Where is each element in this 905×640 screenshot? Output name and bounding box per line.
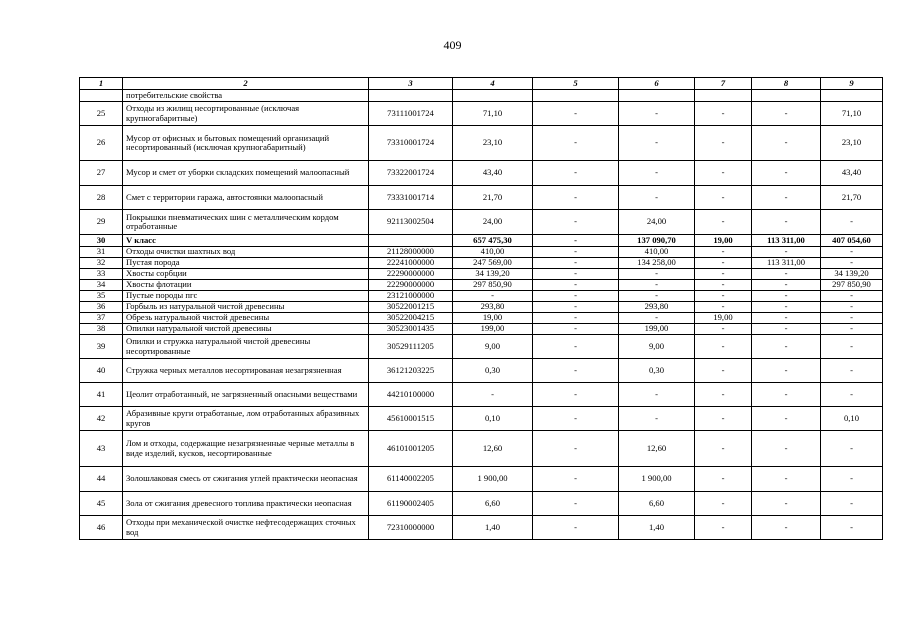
table-cell: - (533, 302, 619, 313)
header-cell: 5 (533, 78, 619, 90)
table-cell: - (752, 210, 821, 235)
table-cell: - (752, 186, 821, 210)
table-row (80, 467, 883, 492)
table-cell: Лом и отходы, содержащие незагрязненные черные металлы в виде изделий, кусков, несортированные (123, 431, 369, 467)
table-cell: 43,40 (453, 161, 533, 186)
table-cell: 657 475,30 (453, 235, 533, 247)
table-cell: - (533, 126, 619, 161)
table-cell: - (695, 516, 752, 540)
table-cell: - (695, 383, 752, 407)
header-cell: 1 (80, 78, 123, 90)
table-cell: - (695, 291, 752, 302)
table-cell: - (821, 258, 883, 269)
table-row (80, 492, 883, 516)
table-cell (533, 90, 619, 102)
table-cell: 297 850,90 (453, 280, 533, 291)
table-cell: 61140002205 (369, 467, 453, 492)
table-cell: 37 (80, 313, 123, 324)
table-cell: - (752, 269, 821, 280)
table-row (80, 313, 883, 324)
table-cell: - (695, 407, 752, 431)
table-cell: - (821, 383, 883, 407)
table-cell: - (533, 324, 619, 335)
table-cell: 45 (80, 492, 123, 516)
table-cell: 1 900,00 (619, 467, 695, 492)
table-cell: - (695, 258, 752, 269)
table-cell: - (533, 516, 619, 540)
table-cell: 1 900,00 (453, 467, 533, 492)
table-cell: 134 258,00 (619, 258, 695, 269)
table-cell: - (619, 280, 695, 291)
table-cell: - (752, 383, 821, 407)
table-cell: - (533, 291, 619, 302)
table-row (80, 280, 883, 291)
table-cell: 25 (80, 102, 123, 126)
table-cell: 21,70 (453, 186, 533, 210)
table-cell: - (619, 102, 695, 126)
table-cell: 23,10 (821, 126, 883, 161)
table-cell: Отходы при механической очистке нефтесодержащих сточных вод (123, 516, 369, 540)
table-cell: - (695, 269, 752, 280)
table-cell: 12,60 (619, 431, 695, 467)
table-cell (695, 90, 752, 102)
table-cell: 293,80 (453, 302, 533, 313)
table-cell: 113 311,00 (752, 235, 821, 247)
table-row (80, 383, 883, 407)
table-cell: - (619, 313, 695, 324)
table-cell: 0,30 (619, 359, 695, 383)
table-cell: - (752, 313, 821, 324)
table-cell: - (752, 102, 821, 126)
table-cell: - (821, 302, 883, 313)
table-row (80, 269, 883, 280)
table-cell: - (821, 359, 883, 383)
table-cell: V класс (123, 235, 369, 247)
table-cell: 407 054,60 (821, 235, 883, 247)
table-cell: - (821, 431, 883, 467)
table-cell: - (533, 280, 619, 291)
table-cell: 24,00 (453, 210, 533, 235)
table-cell: - (619, 291, 695, 302)
table-cell: - (821, 335, 883, 359)
table-cell: - (533, 269, 619, 280)
table-row (80, 302, 883, 313)
table-cell: 23121000000 (369, 291, 453, 302)
table-cell: - (533, 186, 619, 210)
table-cell: 34 (80, 280, 123, 291)
table-cell: 293,80 (619, 302, 695, 313)
table-cell: - (695, 492, 752, 516)
table-cell: 9,00 (619, 335, 695, 359)
table-cell: Зола от сжигания древесного топлива практически неопасная (123, 492, 369, 516)
table-cell: потребительские свойства (123, 90, 369, 102)
table-cell: 34 139,20 (821, 269, 883, 280)
table-cell: - (821, 467, 883, 492)
table-cell: - (695, 431, 752, 467)
table-cell: - (619, 407, 695, 431)
table-cell: - (752, 359, 821, 383)
table-cell: - (453, 291, 533, 302)
table-cell: - (752, 126, 821, 161)
table-cell: - (533, 359, 619, 383)
table-cell: 247 569,00 (453, 258, 533, 269)
table-cell: - (821, 210, 883, 235)
table-cell: - (533, 313, 619, 324)
table-row (80, 102, 883, 126)
table-cell: 36 (80, 302, 123, 313)
header-cell: 8 (752, 78, 821, 90)
table-cell: 44210100000 (369, 383, 453, 407)
table-row (80, 186, 883, 210)
table-row (80, 258, 883, 269)
table-cell: - (533, 431, 619, 467)
table-cell: 113 311,00 (752, 258, 821, 269)
table-cell (80, 90, 123, 102)
table-cell: 23,10 (453, 126, 533, 161)
table-cell: 1,40 (619, 516, 695, 540)
table-cell: Мусор и смет от уборки складских помещений малоопасный (123, 161, 369, 186)
table-cell: 12,60 (453, 431, 533, 467)
table-cell: - (533, 383, 619, 407)
table-row (80, 210, 883, 235)
table-cell: Покрышки пневматических шин с металлическим кордом отработанные (123, 210, 369, 235)
table-row (80, 291, 883, 302)
table-cell: - (619, 383, 695, 407)
table-cell: 22290000000 (369, 280, 453, 291)
table-cell: - (821, 247, 883, 258)
table-cell: - (752, 302, 821, 313)
table-cell: - (695, 126, 752, 161)
table-row (80, 235, 883, 247)
table-cell: 43,40 (821, 161, 883, 186)
table-cell: Мусор от офисных и бытовых помещений организаций несортированный (исключая крупногабаритный) (123, 126, 369, 161)
table-cell: 30529111205 (369, 335, 453, 359)
table-cell (369, 90, 453, 102)
table-cell: 6,60 (619, 492, 695, 516)
table-cell: - (533, 335, 619, 359)
table-cell: 24,00 (619, 210, 695, 235)
header-row (80, 78, 883, 90)
table-cell: - (695, 102, 752, 126)
table-cell: 0,30 (453, 359, 533, 383)
table-cell: - (619, 269, 695, 280)
table-cell: 21,70 (821, 186, 883, 210)
table-cell: Хвосты сорбции (123, 269, 369, 280)
header-cell: 4 (453, 78, 533, 90)
table-row (80, 359, 883, 383)
table-cell: - (752, 291, 821, 302)
table-cell: Опилки и стружка натуральной чистой древесины несортированные (123, 335, 369, 359)
table-cell: - (533, 235, 619, 247)
table-cell: 0,10 (821, 407, 883, 431)
table-cell: 27 (80, 161, 123, 186)
table-cell: 43 (80, 431, 123, 467)
table-cell: - (619, 161, 695, 186)
table-cell: 44 (80, 467, 123, 492)
table-cell: 30523001435 (369, 324, 453, 335)
table-cell: Горбыль из натуральной чистой древесины (123, 302, 369, 313)
table-cell: 38 (80, 324, 123, 335)
table-cell (453, 90, 533, 102)
table-row (80, 431, 883, 467)
table-cell: - (821, 324, 883, 335)
table-cell: Отходы из жилищ несортированные (исключая крупногабаритные) (123, 102, 369, 126)
table-cell: - (695, 467, 752, 492)
table-cell: 36121203225 (369, 359, 453, 383)
table-row (80, 407, 883, 431)
table-cell: 22290000000 (369, 269, 453, 280)
table-cell: 73310001724 (369, 126, 453, 161)
table-cell: - (752, 247, 821, 258)
table-cell: - (695, 186, 752, 210)
header-cell: 7 (695, 78, 752, 90)
table-cell: - (619, 186, 695, 210)
table-cell: 19,00 (695, 235, 752, 247)
table-cell: 71,10 (821, 102, 883, 126)
table-cell: Цеолит отработанный, не загрязненный опасными веществами (123, 383, 369, 407)
table-cell (369, 235, 453, 247)
table-cell: Смет с территории гаража, автостоянки малоопасный (123, 186, 369, 210)
table-cell: - (533, 467, 619, 492)
table-cell: - (752, 492, 821, 516)
table-cell: - (752, 407, 821, 431)
table-cell: - (752, 335, 821, 359)
table-cell: 34 139,20 (453, 269, 533, 280)
table-cell: Обрезь натуральной чистой древесины (123, 313, 369, 324)
table-cell: Золошлаковая смесь от сжигания углей практически неопасная (123, 467, 369, 492)
table-cell: 42 (80, 407, 123, 431)
table-cell: - (695, 335, 752, 359)
table-cell: - (533, 102, 619, 126)
table-cell: - (821, 313, 883, 324)
table-row (80, 516, 883, 540)
table-cell: - (752, 324, 821, 335)
table-cell: - (533, 210, 619, 235)
table-cell: 1,40 (453, 516, 533, 540)
table-cell: 26 (80, 126, 123, 161)
table-row (80, 126, 883, 161)
table-cell: - (752, 516, 821, 540)
table-cell: - (533, 492, 619, 516)
table-body (80, 90, 883, 540)
table-cell: - (752, 161, 821, 186)
table-cell: - (533, 258, 619, 269)
table-cell: 92113002504 (369, 210, 453, 235)
table-cell: 29 (80, 210, 123, 235)
header-cell: 3 (369, 78, 453, 90)
table-cell: 46101001205 (369, 431, 453, 467)
table-cell: 19,00 (453, 313, 533, 324)
table-cell: - (695, 302, 752, 313)
table-cell: Хвосты флотации (123, 280, 369, 291)
table-cell: Опилки натуральной чистой древесины (123, 324, 369, 335)
table-cell: 6,60 (453, 492, 533, 516)
table-cell: - (752, 280, 821, 291)
table-cell: 297 850,90 (821, 280, 883, 291)
table-cell: 22241000000 (369, 258, 453, 269)
table-cell (619, 90, 695, 102)
table-cell: Пустые породы пгс (123, 291, 369, 302)
table-cell: 199,00 (453, 324, 533, 335)
table-cell: 32 (80, 258, 123, 269)
table-cell: 30 (80, 235, 123, 247)
table-cell: 46 (80, 516, 123, 540)
table-cell: 9,00 (453, 335, 533, 359)
table-cell (752, 90, 821, 102)
table-cell: 30522001215 (369, 302, 453, 313)
table-cell: 73322001724 (369, 161, 453, 186)
table-cell: Пустая порода (123, 258, 369, 269)
table-cell: 0,10 (453, 407, 533, 431)
table-cell: 72310000000 (369, 516, 453, 540)
table-cell: 21128000000 (369, 247, 453, 258)
table-cell: 39 (80, 335, 123, 359)
table-cell: 31 (80, 247, 123, 258)
table-cell: - (533, 247, 619, 258)
waste-table (79, 77, 883, 540)
table-cell: - (453, 383, 533, 407)
table-cell: - (619, 126, 695, 161)
table-cell (821, 90, 883, 102)
table-cell: 71,10 (453, 102, 533, 126)
table-cell: 41 (80, 383, 123, 407)
table-cell: Отходы очистки шахтных вод (123, 247, 369, 258)
table-row (80, 247, 883, 258)
table-cell: 28 (80, 186, 123, 210)
header-cell: 6 (619, 78, 695, 90)
table-cell: 410,00 (619, 247, 695, 258)
table-cell: 35 (80, 291, 123, 302)
table-cell: 73331001714 (369, 186, 453, 210)
page-number: 409 (443, 38, 462, 52)
table-cell: 19,00 (695, 313, 752, 324)
table-cell: Стружка черных металлов несортированая незагрязненная (123, 359, 369, 383)
table-cell: - (533, 407, 619, 431)
header-cell: 9 (821, 78, 883, 90)
table-row (80, 161, 883, 186)
table-cell: 410,00 (453, 247, 533, 258)
table-cell: - (695, 247, 752, 258)
table-cell: 45610001515 (369, 407, 453, 431)
table-row (80, 90, 883, 102)
header-cell: 2 (123, 78, 369, 90)
table-cell: - (752, 467, 821, 492)
table-cell: - (695, 324, 752, 335)
table-cell: 33 (80, 269, 123, 280)
table-cell: 137 090,70 (619, 235, 695, 247)
table-cell: - (695, 161, 752, 186)
table-cell: - (695, 210, 752, 235)
table-cell: 40 (80, 359, 123, 383)
table-cell: - (695, 280, 752, 291)
table-cell: Абразивные круги отработаные, лом отработанных абразивных кругов (123, 407, 369, 431)
table-cell: - (695, 359, 752, 383)
table-cell: 61190002405 (369, 492, 453, 516)
table-cell: - (821, 492, 883, 516)
table-cell: - (821, 516, 883, 540)
table-row (80, 335, 883, 359)
table-cell: - (752, 431, 821, 467)
table-cell: 199,00 (619, 324, 695, 335)
table-cell: - (533, 161, 619, 186)
table-cell: 30522004215 (369, 313, 453, 324)
table-cell: - (821, 291, 883, 302)
table-cell: 73111001724 (369, 102, 453, 126)
table-row (80, 324, 883, 335)
